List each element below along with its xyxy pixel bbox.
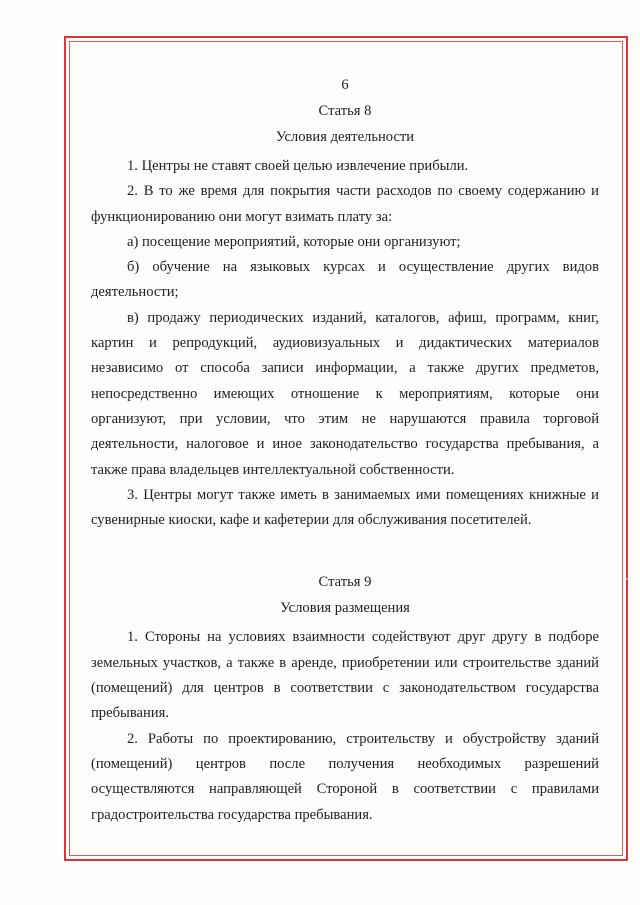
article-8-paragraph-2c: в) продажу периодических изданий, каталогов, афиш, программ, книг, картин и репродукций, аудиовизуальных и дидактических материалов независимо от способа записи информации, а также других предметов, непосредственно имеющих отношение к мероприятиям, которые они организуют, при условии, что этим не нарушаются правила торговой деятельности, налоговое и иное законодательство государства пребывания, а также права владельцев интеллектуальной собственности. — [91, 309, 599, 478]
article-8-paragraph-3: 3. Центры могут также иметь в занимаемых ими помещениях книжные и сувенирные киоски, кафе и кафетерии для обслуживания посетителей. — [91, 486, 599, 529]
article-9-subtitle: Условия размещения — [280, 600, 410, 617]
article-8-subtitle: Условия деятельности — [275, 129, 415, 145]
article-9-paragraph-1: 1. Стороны на условиях взаимности содействуют друг другу в подборе земельных участков, а также в аренде, приобретении или строительстве зданий (помещений) для центров в соответствии с законодательством государства пребывания. — [91, 629, 599, 722]
article-8-paragraph-2: 2. В то же время для покрытия части расходов по своему содержанию и функционированию они могут взимать плату за: — [91, 183, 599, 225]
page-number: 6 — [341, 77, 349, 93]
article-8-paragraph-1: 1. Центры не ставят своей целью извлечение прибыли. — [127, 158, 469, 174]
article-9-paragraph-2: 2. Работы по проектированию, строительству и обустройству зданий (помещений) центров после получения необходимых разрешений осуществляются направляющей Стороной в соответствии с правилами градостроительства государства пребывания. — [91, 730, 599, 823]
article-8-title: Статья 8 — [318, 103, 372, 119]
scan-speck — [626, 578, 628, 580]
document-body — [91, 60, 599, 828]
article-8-paragraph-2a: а) посещение мероприятий, которые они организуют; — [127, 233, 461, 250]
article-8-paragraph-2b: б) обучение на языковых курсах и осуществление других видов деятельности; — [91, 259, 599, 301]
article-8 — [91, 98, 599, 533]
article-9-title: Статья 9 — [318, 574, 372, 591]
article-9 — [91, 569, 599, 827]
